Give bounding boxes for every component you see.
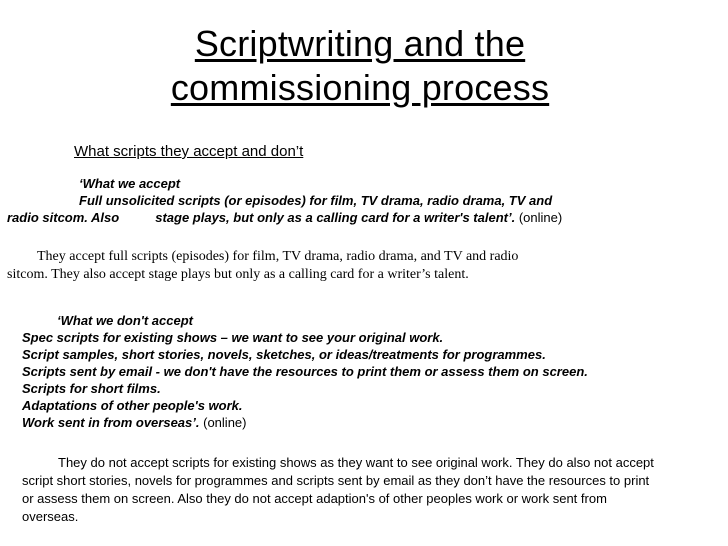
dont-accept-summary-line-2: script short stories, novels for programmes and scripts sent by email as they don’t have the resources to print <box>22 473 650 488</box>
accept-quote-source: (online) <box>518 210 563 225</box>
accept-quote-heading: ‘What we accept <box>79 176 181 191</box>
accept-quote-line-3-part-1: radio sitcom. Also <box>7 210 120 225</box>
dont-accept-item-3: Scripts sent by email - we don't have the resources to print them or assess them on screen. <box>22 364 588 379</box>
dont-accept-item-6-line <box>22 415 246 431</box>
dont-accept-item-4: Scripts for short films. <box>22 381 161 396</box>
dont-accept-source: (online) <box>203 415 247 430</box>
accept-quote-line-2: Full unsolicited scripts (or episodes) for film, TV drama, radio drama, TV and <box>79 193 553 208</box>
dont-accept-item-5: Adaptations of other people's work. <box>22 398 243 413</box>
dont-accept-summary-line-4: overseas. <box>22 509 79 524</box>
slide-title-line-2: commissioning process <box>170 67 550 108</box>
slide-title <box>120 22 600 110</box>
accept-summary-line-1: They accept full scripts (episodes) for film, TV drama, radio drama, and TV and radio <box>37 249 519 264</box>
dont-accept-summary-line-3: or assess them on screen. Also they do not accept adaption's of other peoples work or work sent from <box>22 491 607 506</box>
dont-accept-summary-line-1: They do not accept scripts for existing shows as they want to see original work. They do also not accept <box>58 455 654 470</box>
section-subtitle: What scripts they accept and don’t <box>74 143 304 160</box>
dont-accept-heading: ‘What we don't accept <box>57 313 193 328</box>
accept-quote-line-3-part-2: stage plays, but only as a calling card for a writer's talent’. <box>155 210 516 225</box>
slide-title-line-1: Scriptwriting and the <box>194 23 526 64</box>
dont-accept-item-6: Work sent in from overseas’. <box>22 415 200 430</box>
dont-accept-item-1: Spec scripts for existing shows – we want to see your original work. <box>22 330 444 345</box>
accept-summary-line-2: sitcom. They also accept stage plays but only as a calling card for a writer’s talent. <box>7 267 469 282</box>
accept-quote-line-3 <box>7 210 562 226</box>
dont-accept-item-2: Script samples, short stories, novels, sketches, or ideas/treatments for programmes. <box>22 347 546 362</box>
